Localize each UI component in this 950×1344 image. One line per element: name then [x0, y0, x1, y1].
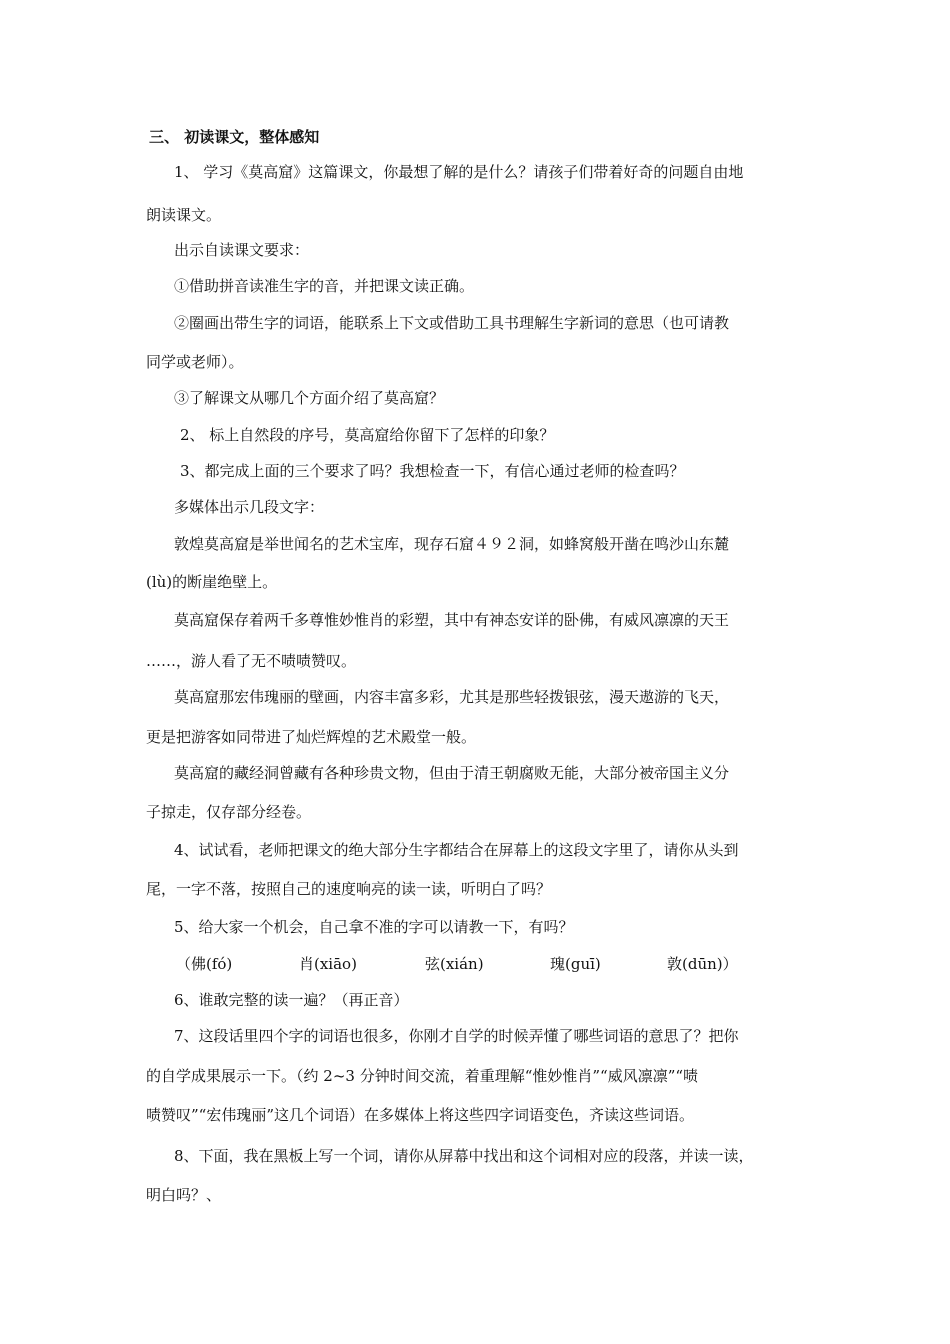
paragraph-line: 出示自读课文要求：: [174, 241, 310, 259]
paragraph-line: 3、都完成上面的三个要求了吗？我想检查一下，有信心通过老师的检查吗？: [180, 462, 685, 480]
paragraph-line: 同学或老师）。: [146, 353, 244, 371]
pinyin-item: （佛(fó): [176, 955, 233, 973]
paragraph-line: 的自学成果展示一下。（约 2~3 分钟时间交流，着重理解“惟妙惟肖”“威风凛凛”“啧: [146, 1067, 699, 1085]
paragraph-line: 啧赞叹”“宏伟瑰丽”这几个词语）在多媒体上将这些四字词语变色，齐读这些词语。: [146, 1106, 695, 1124]
paragraph-line: ②圈画出带生字的词语，能联系上下文或借助工具书理解生字新词的意思（也可请教: [174, 314, 730, 332]
paragraph-line: 5、给大家一个机会，自己拿不准的字可以请教一下，有吗？: [174, 918, 574, 936]
paragraph-line: 4、试试看，老师把课文的绝大部分生字都结合在屏幕上的这段文字里了，请你从头到: [174, 841, 739, 859]
paragraph-line: 8、下面，我在黑板上写一个词，请你从屏幕中找出和这个词相对应的段落，并读一读，: [174, 1147, 754, 1165]
paragraph-line: ……，游人看了无不啧啧赞叹。: [146, 652, 357, 670]
paragraph-line: 子掠走，仅存部分经卷。: [146, 803, 312, 821]
paragraph-line: 明白吗？、: [146, 1186, 222, 1204]
paragraph-line: 6、谁敢完整的读一遍？（再正音）: [174, 991, 409, 1009]
paragraph-line: 莫高窟那宏伟瑰丽的壁画，内容丰富多彩，尤其是那些轻拨银弦，漫天遨游的飞天，: [174, 688, 730, 706]
paragraph-line: 莫高窟的藏经洞曾藏有各种珍贵文物，但由于清王朝腐败无能，大部分被帝国主义分: [174, 764, 730, 782]
paragraph-line: 2、 标上自然段的序号，莫高窟给你留下了怎样的印象？: [180, 426, 555, 444]
paragraph-line: 朗读课文。: [146, 206, 222, 224]
pinyin-item: 瑰(guī): [550, 955, 601, 973]
paragraph-line: 多媒体出示几段文字：: [174, 498, 325, 516]
paragraph-line: 1、 学习《莫高窟》这篇课文，你最想了解的是什么？请孩子们带着好奇的问题自由地: [174, 163, 744, 181]
section-heading: 三、 初读课文，整体感知: [149, 128, 320, 146]
pinyin-item: 肖(xiāo): [299, 955, 357, 973]
paragraph-line: (lù)的断崖绝壁上。: [146, 573, 278, 591]
paragraph-line: 尾，一字不落，按照自己的速度响亮的读一读，听明白了吗？: [146, 880, 552, 898]
pinyin-item: 敦(dūn)）: [667, 955, 738, 973]
paragraph-line: 莫高窟保存着两千多尊惟妙惟肖的彩塑，其中有神态安详的卧佛，有威风凛凛的天王: [174, 611, 730, 629]
paragraph-line: 敦煌莫高窟是举世闻名的艺术宝库，现存石窟４９２洞，如蜂窝般开凿在鸣沙山东麓: [174, 535, 730, 553]
paragraph-line: 7、这段话里四个字的词语也很多，你刚才自学的时候弄懂了哪些词语的意思了？把你: [174, 1027, 739, 1045]
pinyin-item: 弦(xián): [425, 955, 484, 973]
paragraph-line: ③了解课文从哪几个方面介绍了莫高窟？: [174, 389, 445, 407]
paragraph-line: 更是把游客如同带进了灿烂辉煌的艺术殿堂一般。: [146, 728, 477, 746]
paragraph-line: ①借助拼音读准生字的音，并把课文读正确。: [174, 277, 475, 295]
